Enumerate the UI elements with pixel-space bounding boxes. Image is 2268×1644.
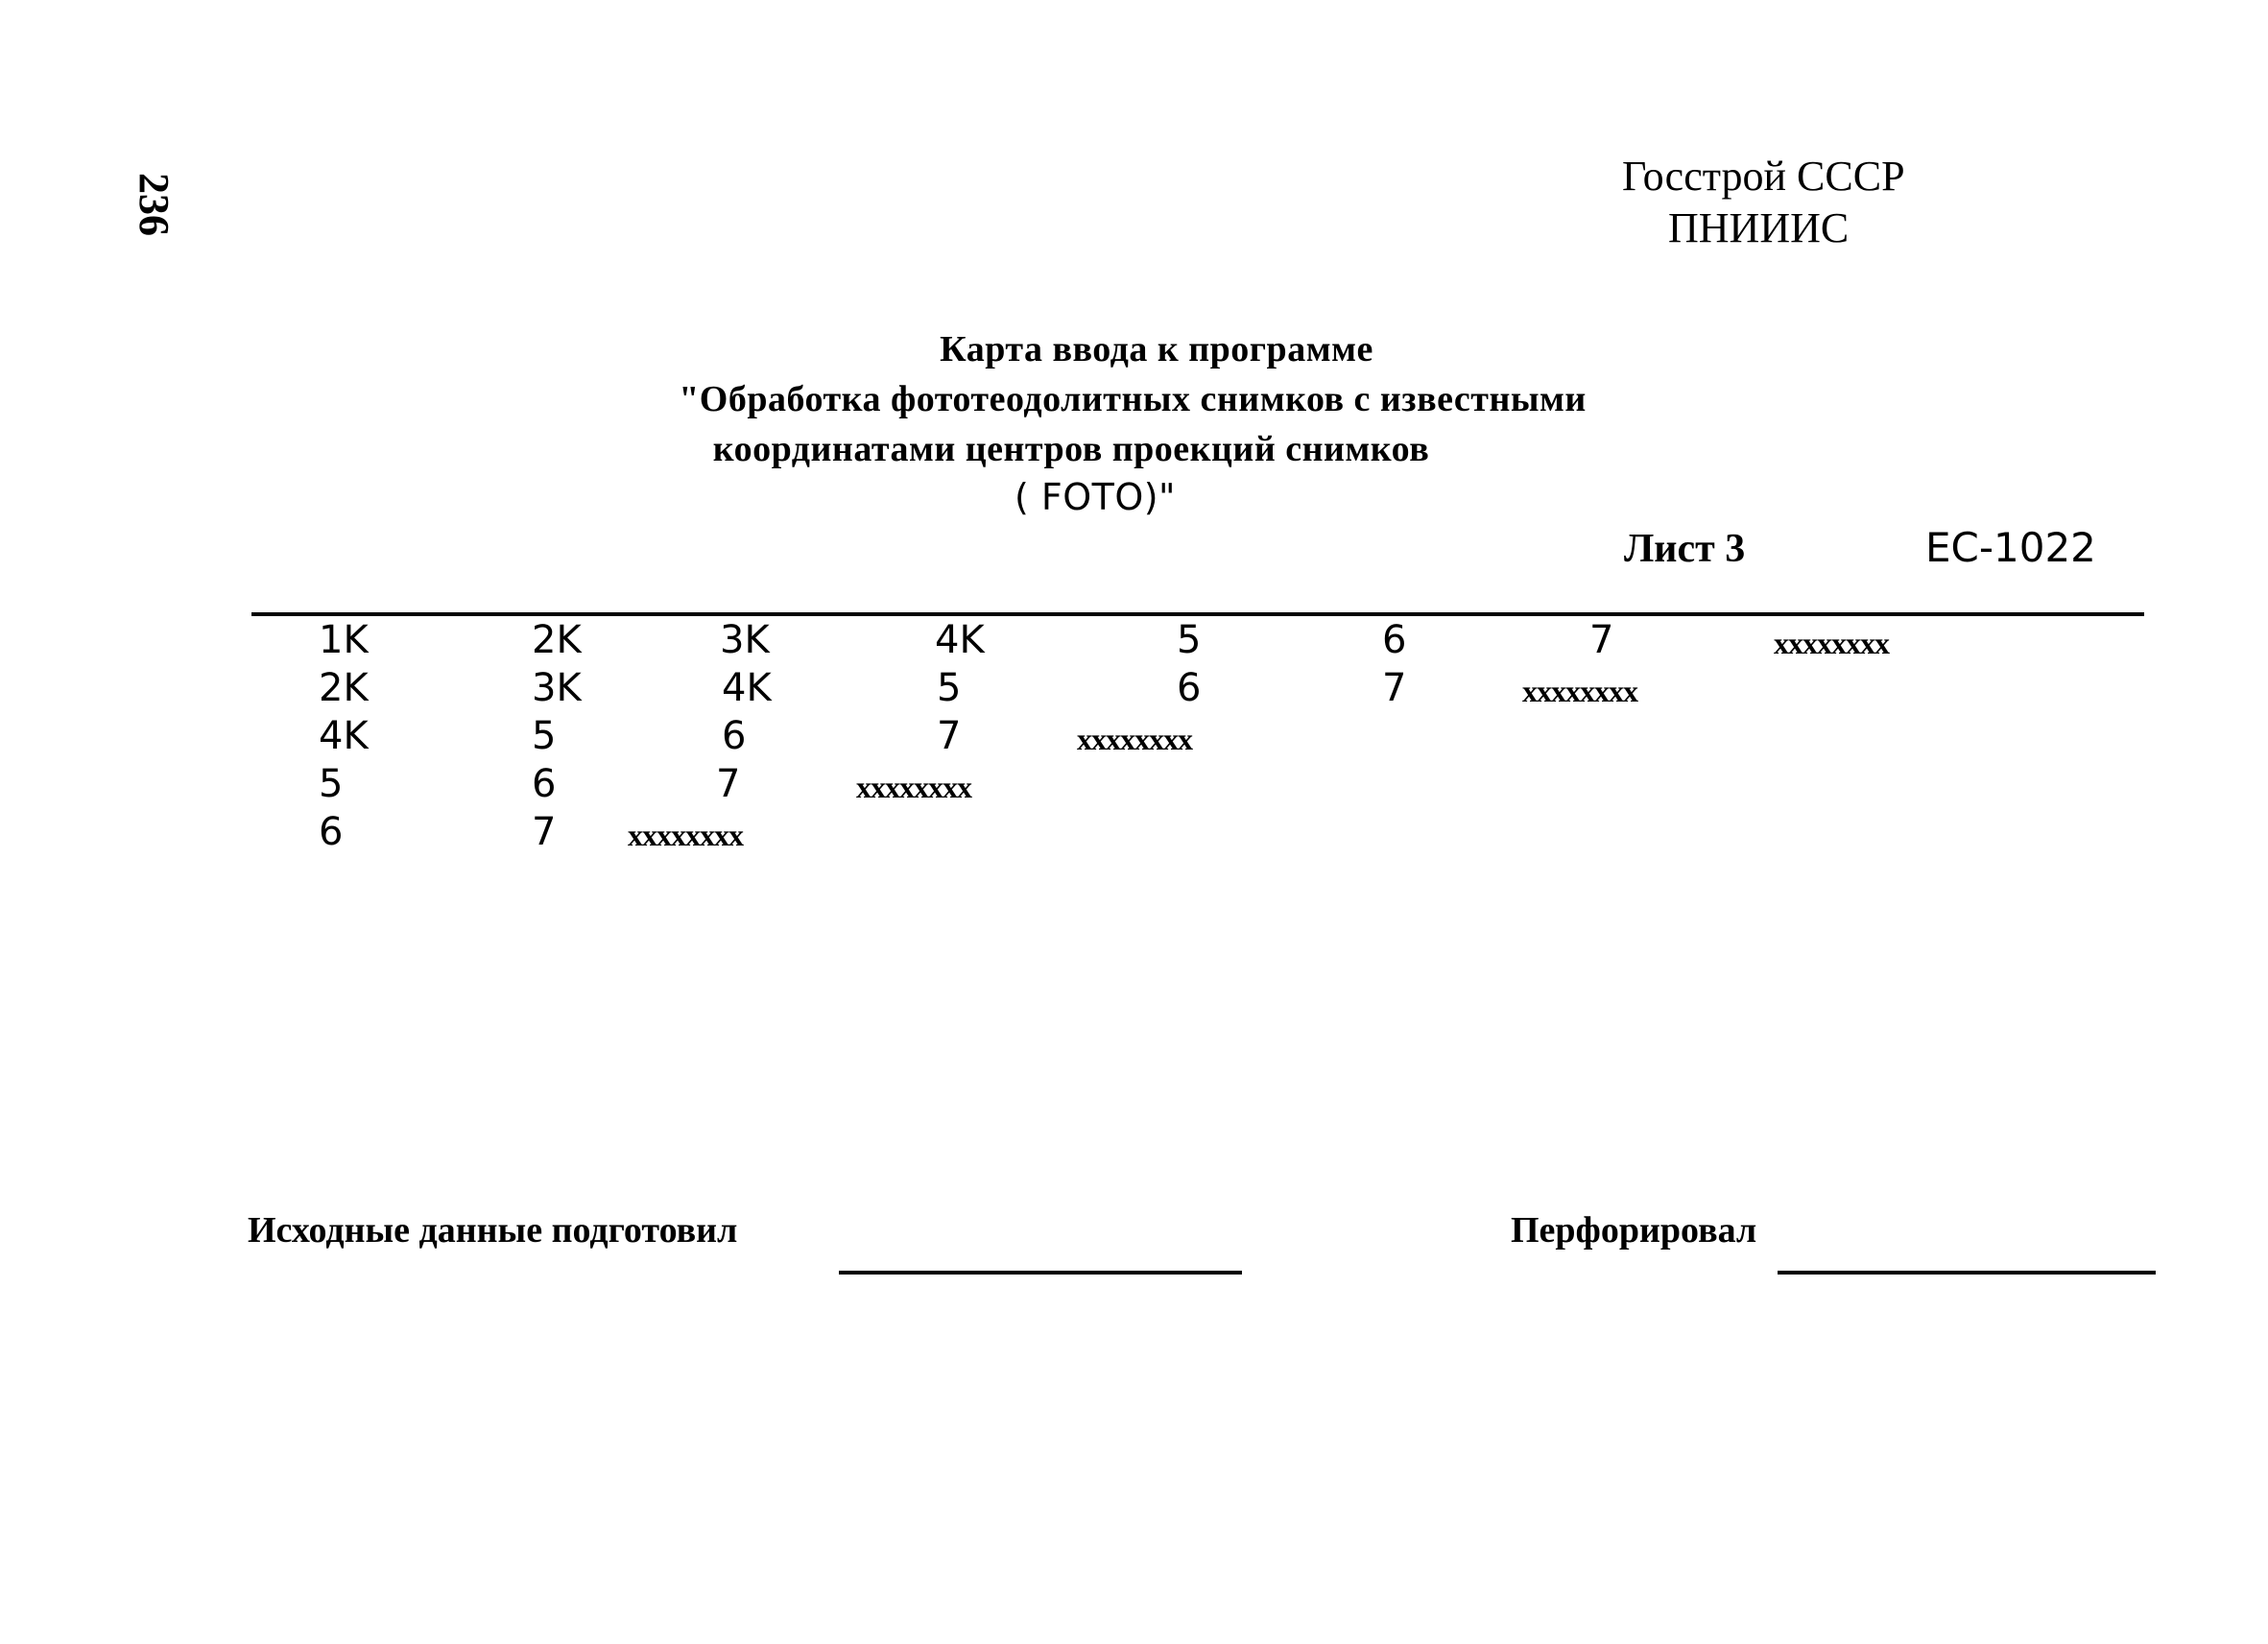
table-cell: 3K bbox=[720, 618, 770, 662]
table-cell-filler: xxxxxxxx bbox=[628, 818, 743, 852]
table-cell-filler: xxxxxxxx bbox=[1522, 674, 1637, 708]
table-cell: 7 bbox=[1382, 666, 1407, 710]
table-cell-filler: xxxxxxxx bbox=[1774, 626, 1889, 660]
table-cell-filler: xxxxxxxx bbox=[856, 770, 971, 804]
table-cell: 4K bbox=[722, 666, 772, 710]
table-cell: 6 bbox=[1177, 666, 1202, 710]
table-cell: 1K bbox=[319, 618, 369, 662]
table-cell: 7 bbox=[1589, 618, 1614, 662]
table-cell: 4K bbox=[319, 714, 369, 758]
table-top-rule bbox=[251, 612, 2144, 616]
punched-by-signature-line bbox=[1778, 1271, 2156, 1275]
table-cell: 6 bbox=[1382, 618, 1407, 662]
table-cell: 5 bbox=[532, 714, 557, 758]
table-cell: 3K bbox=[532, 666, 582, 710]
prepared-by-label: Исходные данные подготовил bbox=[248, 1210, 738, 1251]
organization-name: Госстрой СССР bbox=[1622, 153, 1905, 200]
title-line-2: "Обработка фототеодолитных снимков с известными bbox=[679, 379, 1587, 419]
title-line-1: Карта ввода к программе bbox=[940, 329, 1373, 369]
table-cell: 5 bbox=[319, 762, 344, 806]
organization-institute: ПНИИИС bbox=[1668, 204, 1850, 251]
table-cell: 7 bbox=[937, 714, 962, 758]
sheet-label: Лист 3 bbox=[1624, 527, 1746, 571]
table-cell: 5 bbox=[1177, 618, 1202, 662]
table-cell: 7 bbox=[532, 810, 557, 854]
table-cell: 2K bbox=[319, 666, 369, 710]
table-cell: 6 bbox=[319, 810, 344, 854]
table-cell: 4K bbox=[935, 618, 985, 662]
table-cell: 6 bbox=[722, 714, 747, 758]
machine-label: ЕС-1022 bbox=[1925, 524, 2096, 571]
table-cell: 6 bbox=[532, 762, 557, 806]
table-cell-filler: xxxxxxxx bbox=[1077, 722, 1192, 756]
table-cell: 2K bbox=[532, 618, 582, 662]
prepared-by-signature-line bbox=[839, 1271, 1242, 1275]
table-cell: 5 bbox=[937, 666, 962, 710]
page-number: 236 bbox=[131, 173, 178, 236]
title-line-3: координатами центров проекций снимков bbox=[712, 429, 1430, 469]
title-line-4: ( FOTO)" bbox=[1014, 476, 1177, 518]
table-cell: 7 bbox=[716, 762, 741, 806]
punched-by-label: Перфорировал bbox=[1511, 1210, 1757, 1251]
